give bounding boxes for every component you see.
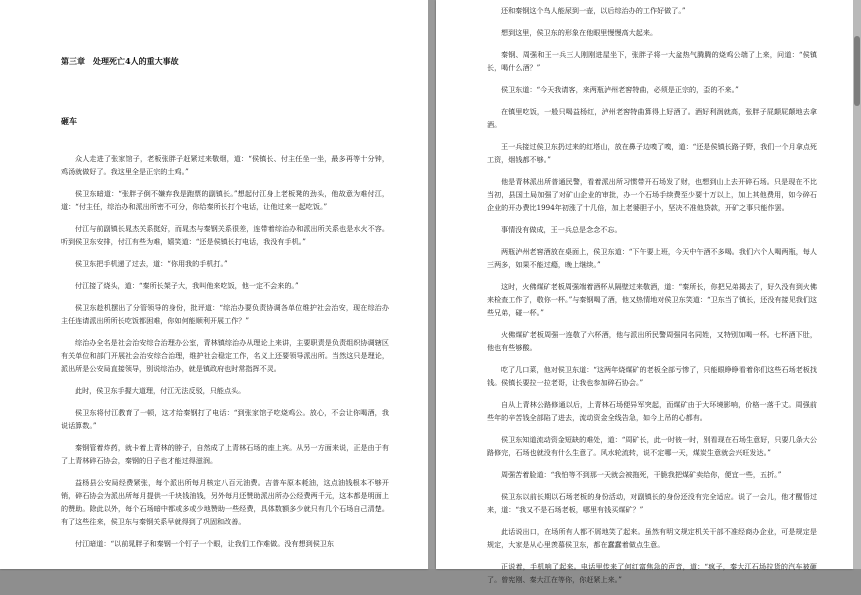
body-paragraph: 侯卫东暗道：“张胖子倒不嫌弃我是跑票的副镇长。”想起付江身上老板凳的劲头，他故意为难付江，道：“付主任，综治办和派出所密不可分，你给秦所长打个电话，让他过来一起吃饭。” bbox=[61, 189, 389, 211]
vertical-scrollbar[interactable] bbox=[853, 0, 861, 569]
body-paragraph: 周强苦着脸道：“我怕等不到那一天就会被拖死，干脆我把煤矿卖给你，便宜一些，五折。” bbox=[501, 470, 782, 479]
body-paragraph: 事情没有做成，王一兵总是念念不忘。 bbox=[501, 225, 622, 234]
body-paragraph: 付江与前副镇长晁杰关系挺好，而晁杰与秦钢关系很差，连带着综治办和派出所关系也是水火不容。听到侯卫东安排，付江有些为难，嬉笑道：“还是侯镇长打电话，我没有手机。” bbox=[61, 224, 389, 246]
body-paragraph: 此话说出口，在场所有人都不屑地笑了起来。虽然有明文规定机关干部不准经商办企业，可是规定是规定，大家是从心里羡慕侯卫东，都在蠢蠢着做点生意。 bbox=[487, 527, 817, 549]
body-paragraph: 付江暗道：“以前晁胖子和秦钢一个钉子一个眼，让我们工作难做。没有想到侯卫东 bbox=[75, 539, 334, 548]
body-paragraph: 侯卫东将付江教育了一顿，这才给秦钢打了电话：“到张家馆子吃烧鸡公。放心，不会让你喝酒，我说话算数。” bbox=[61, 408, 389, 430]
page-gutter bbox=[428, 0, 436, 569]
body-paragraph: 火佛煤矿老板周强一连敬了六杯酒，他与派出所民警周强同名同姓，又特别加喝一杯。七杯酒下肚，他也有些够酸。 bbox=[487, 330, 817, 352]
body-paragraph: 侯卫东趁机摆出了分管领导的身份，批评道：“综治办要负责协调各单位维护社会治安，现在综治办主任连请派出所所长吃饭都困难，你如何能顺利开展工作？” bbox=[61, 303, 389, 325]
body-paragraph: 吃了几口菜，他对侯卫东道：“这两年烧煤矿的老板全部亏惨了，只能眼睁睁看着你们这些石场老板找钱。侯镇长要拉一拉老哥，让我也参加碎石协会。” bbox=[487, 365, 817, 387]
section-title: 砸车 bbox=[61, 116, 77, 126]
body-paragraph: 益杨县公安局经费紧张，每个派出所每月核定八百元油费。吉普车原本耗油，这点油钱根本不够开销，碎石协会为派出所每月提供一千块钱油钱，另外每月还赞助派出所办公经费两千元，这本都是明面上的赞助。除此以外，每个石场暗中都或多或少地赞助一些经费，具体数额多少就只有几个石场自己清楚。有了这些往来，侯卫东与秦钢关系早就得到了巩固和改善。 bbox=[61, 478, 389, 526]
body-paragraph: 此时，侯卫东手握大道理，付江无法反驳，只能点头。 bbox=[75, 386, 246, 395]
body-paragraph: 他是青林派出所普通民警，看着派出所习惯带开石场发了财，也想到山上去开碎石场。只是现在不比当初，县国土局加强了对矿山企业的审批，办一个石场手续费至少要十万以上，加上其他费用，如今碎石企业的开办费比1994年初涨了十几倍，加上老婆胆子小，坚决不准他贷款，开矿之事只能作罢。 bbox=[487, 177, 817, 212]
page-right bbox=[436, 0, 853, 584]
right-page-body bbox=[487, 4, 817, 595]
body-paragraph: 还和秦钢这个鸟人能尿到一壶，以后综治办的工作好做了。” bbox=[501, 6, 686, 15]
scrollbar-thumb[interactable] bbox=[854, 36, 860, 106]
body-paragraph: 想到这里，侯卫东的形象在他眼里慢慢高大起来。 bbox=[501, 28, 658, 37]
body-paragraph: 侯卫东以前长期以石场老板的身份活动，对副镇长的身份还没有完全适应。说了一会儿，他才醒悟过来，道：“我又不是石场老板，哪里有钱买煤矿？” bbox=[487, 492, 817, 514]
body-paragraph: 正说着，手机响了起来。电话里传来了何红富焦急的声音，道：“疯子，秦大江石场拉货的汽车被砸了。曾宪刚、秦大江在等你，你赶紧上来。” bbox=[487, 562, 817, 584]
chapter-title: 第三章 处理死亡4人的重大事故 bbox=[61, 56, 179, 66]
body-paragraph: 付江接了烧头，道：“秦所长架子大，我叫他来吃饭，他一定不会来的。” bbox=[75, 281, 299, 290]
body-paragraph: 在镇里吃饭，一般只喝益杨红，泸州老窖特曲算得上好酒了。酒好利润就高，张胖子屁颠屁颠地去拿酒。 bbox=[487, 107, 817, 129]
body-paragraph: 王一兵接过侯卫东扔过来的红塔山，放在鼻子边嗅了嗅，道：“还是侯镇长路子野，我们一个月拿点死工资，烟钱都不够。” bbox=[487, 142, 817, 164]
body-paragraph: 自从上青林公路修通以后，上青林石场便异军突起，而煤矿由于大环境影响，价格一落千丈。周强前些年的辛苦钱全部陷了进去，流动资金全线告急，如今上吊的心都有。 bbox=[487, 400, 817, 422]
body-paragraph: 侯卫东道：“今天我请客，来两瓶泸州老窖特曲，必须是正宗的，歪的不来。” bbox=[501, 85, 739, 94]
body-paragraph: 这时，火佛煤矿老板周强端着酒杯从隔壁过来敬酒，道：“秦所长，你把兄弟揭去了，好久没有到火佛来检查工作了，敬你一杯。”与秦钢喝了酒，他又热情地对侯卫东笑道：“卫东当了镇长，还没有接见我们这些兄弟，碰一杯。” bbox=[487, 282, 818, 317]
body-paragraph: 秦钢、周强和王一兵三人刚刚进屋坐下，张胖子将一大盆热气腾腾的烧鸡公端了上来，问道：“侯镇长，喝什么酒？” bbox=[487, 50, 817, 72]
page-left bbox=[0, 0, 428, 569]
left-page-body bbox=[61, 152, 389, 559]
body-paragraph: 综治办全名是社会治安综合治理办公室，青林镇综治办从理论上来讲，主要职责是负责组织协调辖区有关单位和部门开展社会治安综合治理，维护社会稳定工作，名义上还要领导派出所。当然这只是理论，派出所是公安局直接领导，别说综治办，就是镇政府也时常指挥不灵。 bbox=[61, 338, 389, 373]
body-paragraph: 众人走进了张家馆子，老板张胖子赶紧过来敬烟，道：“侯镇长、付主任坐一坐，最多再等十分钟，鸡汤就做好了。我这里全是正宗的土鸡。” bbox=[61, 154, 389, 176]
body-paragraph: 秦钢管着炸药，就卡着上青林的脖子，自然成了上青林石场的座上宾。从另一方面来说，正是由于有了上青林碎石协会，秦钢的日子也才能过得滋润。 bbox=[61, 443, 389, 465]
body-paragraph: 侯卫东知道流动资金短缺的难处，道：“周矿长，此一时彼一时，别看现在石场生意好，只要几条大公路修完，石场也就没有什么生意了。风水轮流转，说不定哪一天，煤炭生意就会兴旺发达。” bbox=[487, 435, 817, 457]
body-paragraph: 侯卫东把手机递了过去，道：“你用我的手机打。” bbox=[75, 259, 228, 268]
body-paragraph: 两瓶泸州老窖酒放在桌面上，侯卫东道：“下午要上班，今天中午酒不多喝。我们六个人喝两瓶，每人三两多，如果不能过瘾，晚上继续。” bbox=[487, 247, 817, 269]
